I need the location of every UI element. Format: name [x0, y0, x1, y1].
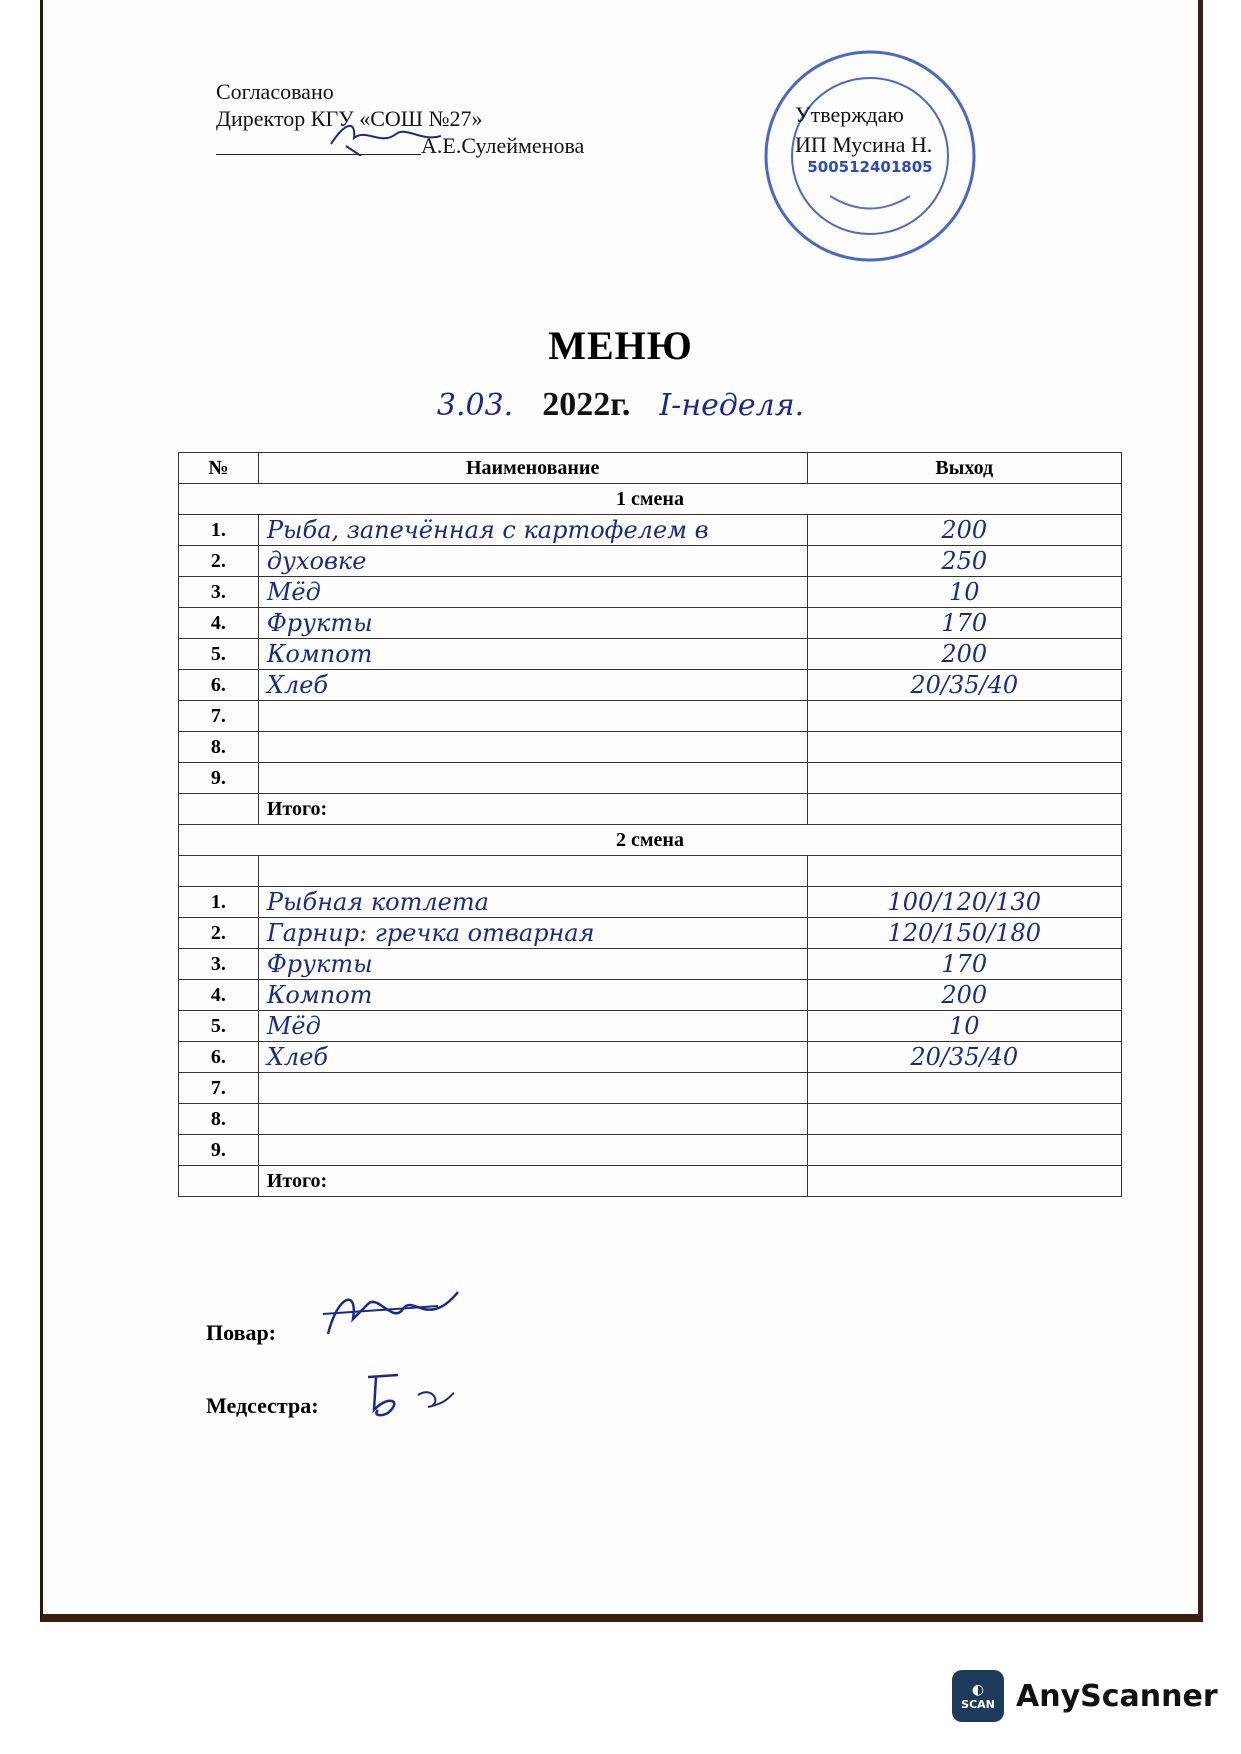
- row-number: 4.: [179, 608, 259, 639]
- table-row: [179, 1135, 1122, 1166]
- total-value: [807, 794, 1121, 825]
- table-row: [179, 546, 1122, 577]
- dish-yield: 250: [807, 546, 1121, 577]
- header-num: №: [179, 453, 259, 484]
- table-row: [179, 701, 1122, 732]
- shift-1-rows: [179, 515, 1122, 794]
- dish-name: Компот: [258, 980, 807, 1011]
- cook-signature: [318, 1284, 468, 1354]
- table-row: [179, 732, 1122, 763]
- table-row: [179, 918, 1122, 949]
- nurse-signature-row: [206, 1393, 319, 1419]
- shift-2-title: 2 смена: [179, 825, 1122, 856]
- table-row: [179, 1011, 1122, 1042]
- row-number: 5.: [179, 639, 259, 670]
- dish-name: Хлеб: [258, 670, 807, 701]
- dish-yield: 20/35/40: [807, 670, 1121, 701]
- row-number: 6.: [179, 1042, 259, 1073]
- document-title: МЕНЮ: [548, 323, 693, 368]
- table-row: [179, 980, 1122, 1011]
- dish-yield: [807, 1135, 1121, 1166]
- director-signature: [326, 116, 446, 156]
- nurse-signature: [358, 1365, 468, 1425]
- dish-name: Фрукты: [258, 608, 807, 639]
- scan-badge-text: SCAN: [961, 1697, 995, 1711]
- scan-app-icon: ◐ SCAN: [952, 1670, 1004, 1722]
- dish-yield: [807, 763, 1121, 794]
- total-row: [179, 1166, 1122, 1197]
- dish-yield: [807, 1104, 1121, 1135]
- row-number: 4.: [179, 980, 259, 1011]
- row-number: 2.: [179, 546, 259, 577]
- dish-yield: 20/35/40: [807, 1042, 1121, 1073]
- row-number: 2.: [179, 918, 259, 949]
- director-signature-line: [216, 132, 584, 159]
- dish-name: Рыба, запечённая с картофелем в: [258, 515, 807, 546]
- total-row: [179, 794, 1122, 825]
- dish-name: [258, 732, 807, 763]
- dish-yield: 200: [807, 515, 1121, 546]
- row-number: 8.: [179, 732, 259, 763]
- table-row: [179, 608, 1122, 639]
- row-number: 7.: [179, 1073, 259, 1104]
- dish-name: Мёд: [258, 1011, 807, 1042]
- table-row: [179, 1042, 1122, 1073]
- table-row: [179, 1104, 1122, 1135]
- table-header-row: [179, 453, 1122, 484]
- cook-label: Повар:: [206, 1320, 277, 1345]
- dish-name: [258, 1073, 807, 1104]
- total-num-cell: [179, 1166, 259, 1197]
- table-row: [179, 887, 1122, 918]
- dish-yield: 170: [807, 608, 1121, 639]
- dish-yield: 120/150/180: [807, 918, 1121, 949]
- dish-name: [258, 1135, 807, 1166]
- dish-yield: 100/120/130: [807, 887, 1121, 918]
- entrepreneur-name: ИП Мусина Н.: [795, 132, 933, 157]
- table-row: [179, 577, 1122, 608]
- header-yield: Выход: [807, 453, 1121, 484]
- confirm-block: [795, 100, 932, 160]
- table-row: [179, 1073, 1122, 1104]
- dish-name: Компот: [258, 639, 807, 670]
- director-name: А.Е.Сулейменова: [421, 133, 585, 158]
- dish-name: духовке: [258, 546, 807, 577]
- row-number: 6.: [179, 670, 259, 701]
- row-number: 7.: [179, 701, 259, 732]
- dish-name: Мёд: [258, 577, 807, 608]
- year: 2022г.: [542, 386, 631, 423]
- row-number: 3.: [179, 949, 259, 980]
- brand-name: AnyScanner: [1016, 1678, 1218, 1714]
- dish-yield: [807, 701, 1121, 732]
- approval-label: Согласовано: [216, 79, 334, 104]
- row-number: 1.: [179, 515, 259, 546]
- table-row: [179, 949, 1122, 980]
- row-number: 9.: [179, 763, 259, 794]
- menu-table: [178, 452, 1122, 1197]
- dish-yield: [807, 732, 1121, 763]
- row-number: 9.: [179, 1135, 259, 1166]
- dish-name: [258, 1104, 807, 1135]
- row-number: 1.: [179, 887, 259, 918]
- total-label: Итого:: [258, 794, 807, 825]
- cook-signature-row: [206, 1320, 276, 1346]
- dish-name: Гарнир: гречка отварная: [258, 918, 807, 949]
- row-number: 3.: [179, 577, 259, 608]
- total-label: Итого:: [258, 1166, 807, 1197]
- row-number: 5.: [179, 1011, 259, 1042]
- approval-block: [216, 78, 584, 159]
- anyscanner-logo: [952, 1670, 1218, 1722]
- header-name: Наименование: [258, 453, 807, 484]
- total-num-cell: [179, 794, 259, 825]
- handwritten-week: I-неделя.: [659, 388, 805, 423]
- total-value: [807, 1166, 1121, 1197]
- dish-name: Хлеб: [258, 1042, 807, 1073]
- table-row: [179, 763, 1122, 794]
- dish-yield: 10: [807, 1011, 1121, 1042]
- dish-name: [258, 763, 807, 794]
- director-title: Директор КГУ «СОШ №27»: [216, 106, 483, 131]
- handwritten-date: 3.03.: [436, 388, 514, 423]
- blank-row: [179, 856, 1122, 887]
- dish-yield: 200: [807, 639, 1121, 670]
- dish-name: [258, 701, 807, 732]
- dish-yield: [807, 1073, 1121, 1104]
- table-row: [179, 515, 1122, 546]
- signature-underline: [216, 134, 421, 155]
- dish-yield: 170: [807, 949, 1121, 980]
- confirm-label: Утверждаю: [795, 102, 904, 127]
- dish-name: Фрукты: [258, 949, 807, 980]
- dish-yield: 200: [807, 980, 1121, 1011]
- row-number: 8.: [179, 1104, 259, 1135]
- table-row: [179, 639, 1122, 670]
- shift-1-title: 1 смена: [179, 484, 1122, 515]
- dish-yield: 10: [807, 577, 1121, 608]
- date-row: [0, 386, 1241, 424]
- shift-2-rows: [179, 887, 1122, 1166]
- nurse-label: Медсестра:: [206, 1393, 319, 1418]
- dish-name: Рыбная котлета: [258, 887, 807, 918]
- stamp-inn: 500512401805: [807, 158, 933, 176]
- table-row: [179, 670, 1122, 701]
